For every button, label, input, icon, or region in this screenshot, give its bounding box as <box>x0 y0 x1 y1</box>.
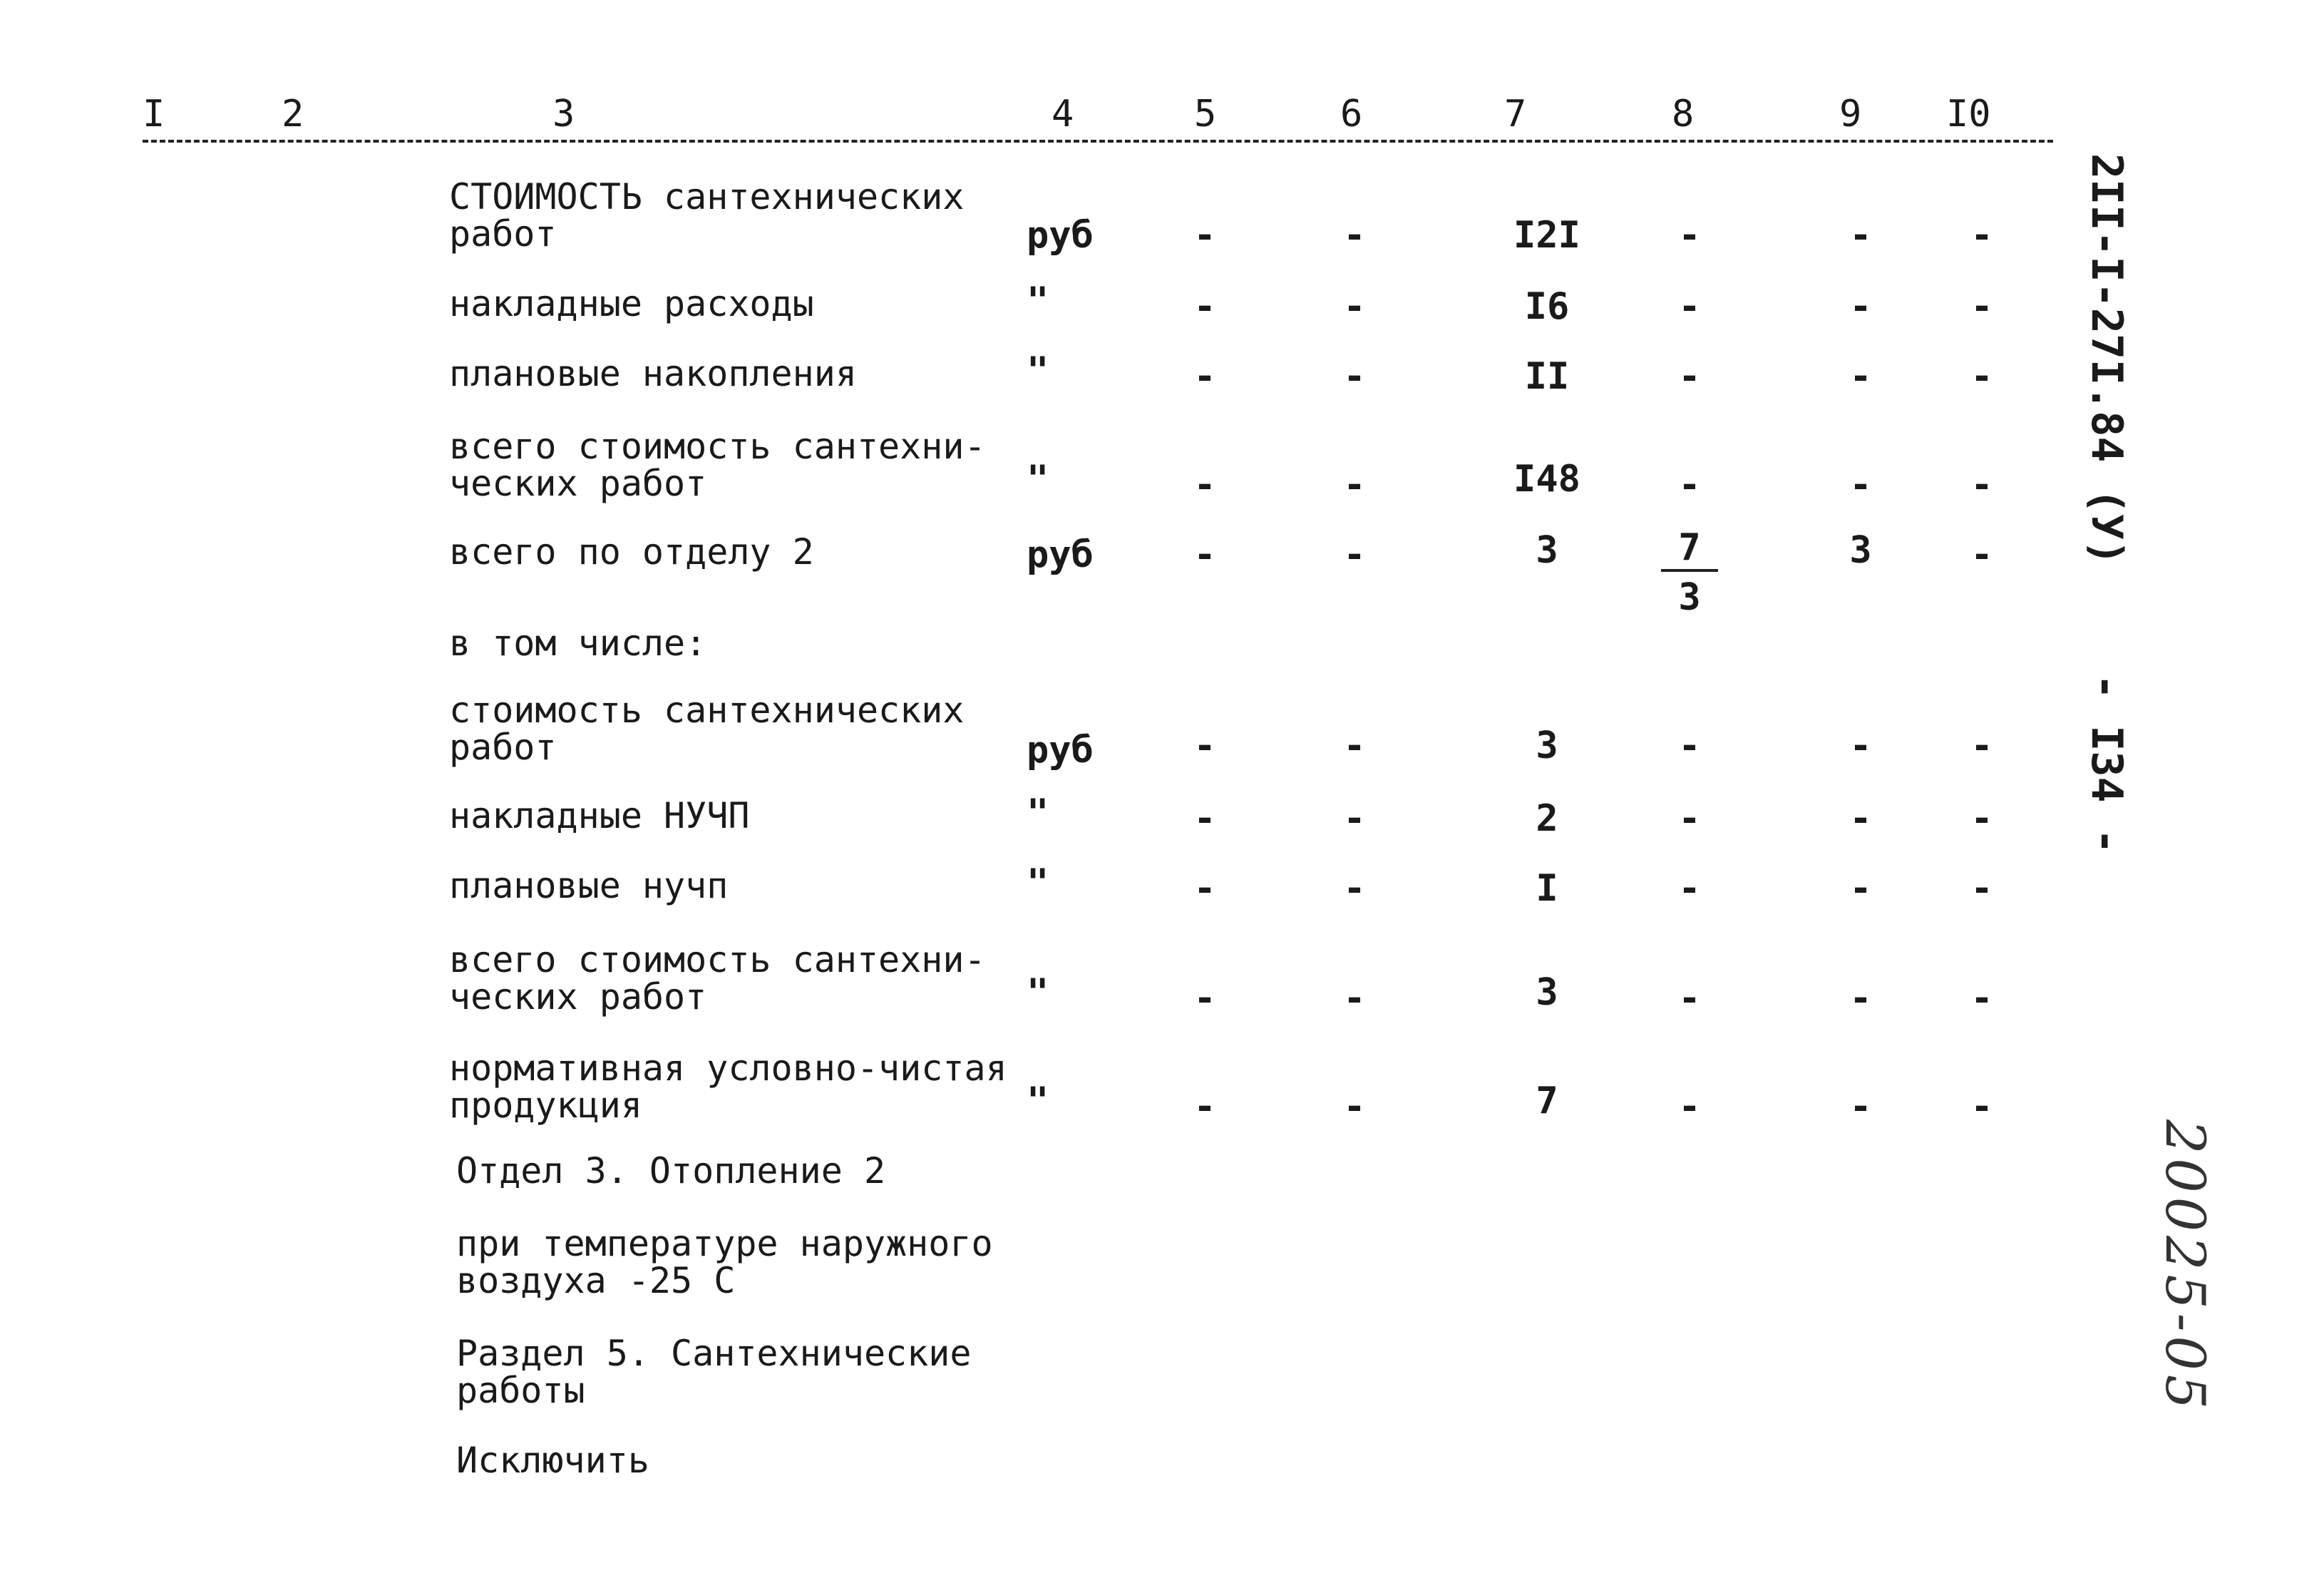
row-description: плановые нучп <box>449 865 729 906</box>
col8-cell: - <box>1678 867 1701 910</box>
col7-cell: 3 <box>1536 529 1558 572</box>
col7-cell: 3 <box>1536 724 1558 767</box>
unit-cell: " <box>1027 458 1049 501</box>
instruction-text: Исключить <box>456 1440 649 1481</box>
unit-cell: руб <box>1027 729 1094 772</box>
col7-cell: I2I <box>1513 214 1580 257</box>
col9-cell: - <box>1849 1085 1872 1128</box>
section-heading: Отдел 3. Отопление 2 <box>456 1150 886 1192</box>
col6-cell: - <box>1343 977 1366 1020</box>
col8-cell: - <box>1678 977 1701 1020</box>
section-heading: Раздел 5. Сантехнические работы <box>456 1333 972 1411</box>
col6-cell: - <box>1343 355 1366 398</box>
row-description: в том числе: <box>449 623 707 664</box>
fraction-denominator: 3 <box>1678 576 1701 619</box>
col6-cell: - <box>1343 867 1366 910</box>
row-description: всего стоимость сантехни-ческих работ <box>449 426 986 504</box>
col5-cell: - <box>1193 533 1216 576</box>
col7-cell: II <box>1524 355 1570 398</box>
col10-cell: - <box>1970 1085 1993 1128</box>
col9-cell: - <box>1849 867 1872 910</box>
row-description: накладные НУЧП <box>449 795 750 836</box>
unit-cell: руб <box>1027 214 1094 257</box>
col10-cell: - <box>1970 977 1993 1020</box>
col10-cell: - <box>1970 214 1993 257</box>
col10-cell: - <box>1970 463 1993 506</box>
fraction-numerator: 7 <box>1661 526 1718 572</box>
column-header-4: 4 <box>1052 93 1074 135</box>
col5-cell: - <box>1193 214 1216 257</box>
row-description: всего по отделу 2 <box>449 531 814 573</box>
col9-cell: - <box>1849 977 1872 1020</box>
col9-cell: - <box>1849 724 1872 767</box>
row-description: стоимость сантехнических работ <box>449 690 965 768</box>
col7-cell: I <box>1536 867 1558 910</box>
unit-cell: " <box>1027 971 1049 1014</box>
column-header-2: 2 <box>282 93 304 135</box>
col10-cell: - <box>1970 355 1993 398</box>
row-description: плановые накопления <box>449 353 857 394</box>
column-header-10: I0 <box>1946 93 1991 135</box>
col10-cell: - <box>1970 533 1993 576</box>
col7-cell: I48 <box>1513 458 1580 501</box>
col8-cell: - <box>1678 724 1701 767</box>
unit-cell: " <box>1027 349 1049 392</box>
unit-cell: " <box>1027 280 1049 322</box>
column-header-3: 3 <box>552 93 575 135</box>
col8-fraction <box>1640 526 1739 619</box>
column-header-9: 9 <box>1839 93 1862 135</box>
col10-cell: - <box>1970 797 1993 840</box>
col6-cell: - <box>1343 533 1366 576</box>
col7-cell: I6 <box>1524 285 1570 328</box>
col6-cell: - <box>1343 285 1366 328</box>
col8-cell: - <box>1678 797 1701 840</box>
col9-cell: - <box>1849 285 1872 328</box>
column-header-6: 6 <box>1340 93 1363 135</box>
row-description: нормативная условно-чистая продукция <box>449 1047 1007 1126</box>
col6-cell: - <box>1343 463 1366 506</box>
col5-cell: - <box>1193 285 1216 328</box>
col5-cell: - <box>1193 724 1216 767</box>
document-code: 2II-I-27I.84 (У) <box>2082 153 2132 565</box>
handwritten-number: 20025-05 <box>2154 1120 2217 1414</box>
col8-cell: - <box>1678 214 1701 257</box>
row-description: накладные расходы <box>449 283 814 324</box>
col5-cell: - <box>1193 355 1216 398</box>
col9-cell: - <box>1849 463 1872 506</box>
col5-cell: - <box>1193 867 1216 910</box>
col6-cell: - <box>1343 1085 1366 1128</box>
col8-cell: - <box>1678 355 1701 398</box>
col5-cell: - <box>1193 463 1216 506</box>
unit-cell: " <box>1027 792 1049 834</box>
col8-cell: - <box>1678 285 1701 328</box>
col5-cell: - <box>1193 977 1216 1020</box>
row-description: всего стоимость сантехни-ческих работ <box>449 939 986 1018</box>
column-header-7: 7 <box>1504 93 1527 135</box>
col6-cell: - <box>1343 797 1366 840</box>
col10-cell: - <box>1970 285 1993 328</box>
page-number: - I34 - <box>2082 674 2132 854</box>
col7-cell: 3 <box>1536 971 1558 1014</box>
unit-cell: " <box>1027 1080 1049 1122</box>
col6-cell: - <box>1343 724 1366 767</box>
header-divider-rule <box>143 140 2053 143</box>
col9-cell: 3 <box>1849 529 1872 572</box>
unit-cell: " <box>1027 861 1049 904</box>
column-header-1: I <box>143 93 165 135</box>
col10-cell: - <box>1970 867 1993 910</box>
col5-cell: - <box>1193 797 1216 840</box>
row-description: СТОИМОСТЬ сантехнических работ <box>449 176 965 255</box>
col7-cell: 2 <box>1536 797 1558 840</box>
col9-cell: - <box>1849 214 1872 257</box>
col8-cell: - <box>1678 463 1701 506</box>
column-header-5: 5 <box>1194 93 1217 135</box>
column-header-8: 8 <box>1672 93 1695 135</box>
col10-cell: - <box>1970 724 1993 767</box>
col8-cell: - <box>1678 1085 1701 1128</box>
section-note: при температуре наружного воздуха -25 С <box>456 1223 993 1301</box>
col5-cell: - <box>1193 1085 1216 1128</box>
unit-cell: руб <box>1027 533 1094 576</box>
col9-cell: - <box>1849 355 1872 398</box>
col9-cell: - <box>1849 797 1872 840</box>
col7-cell: 7 <box>1536 1080 1558 1122</box>
col6-cell: - <box>1343 214 1366 257</box>
